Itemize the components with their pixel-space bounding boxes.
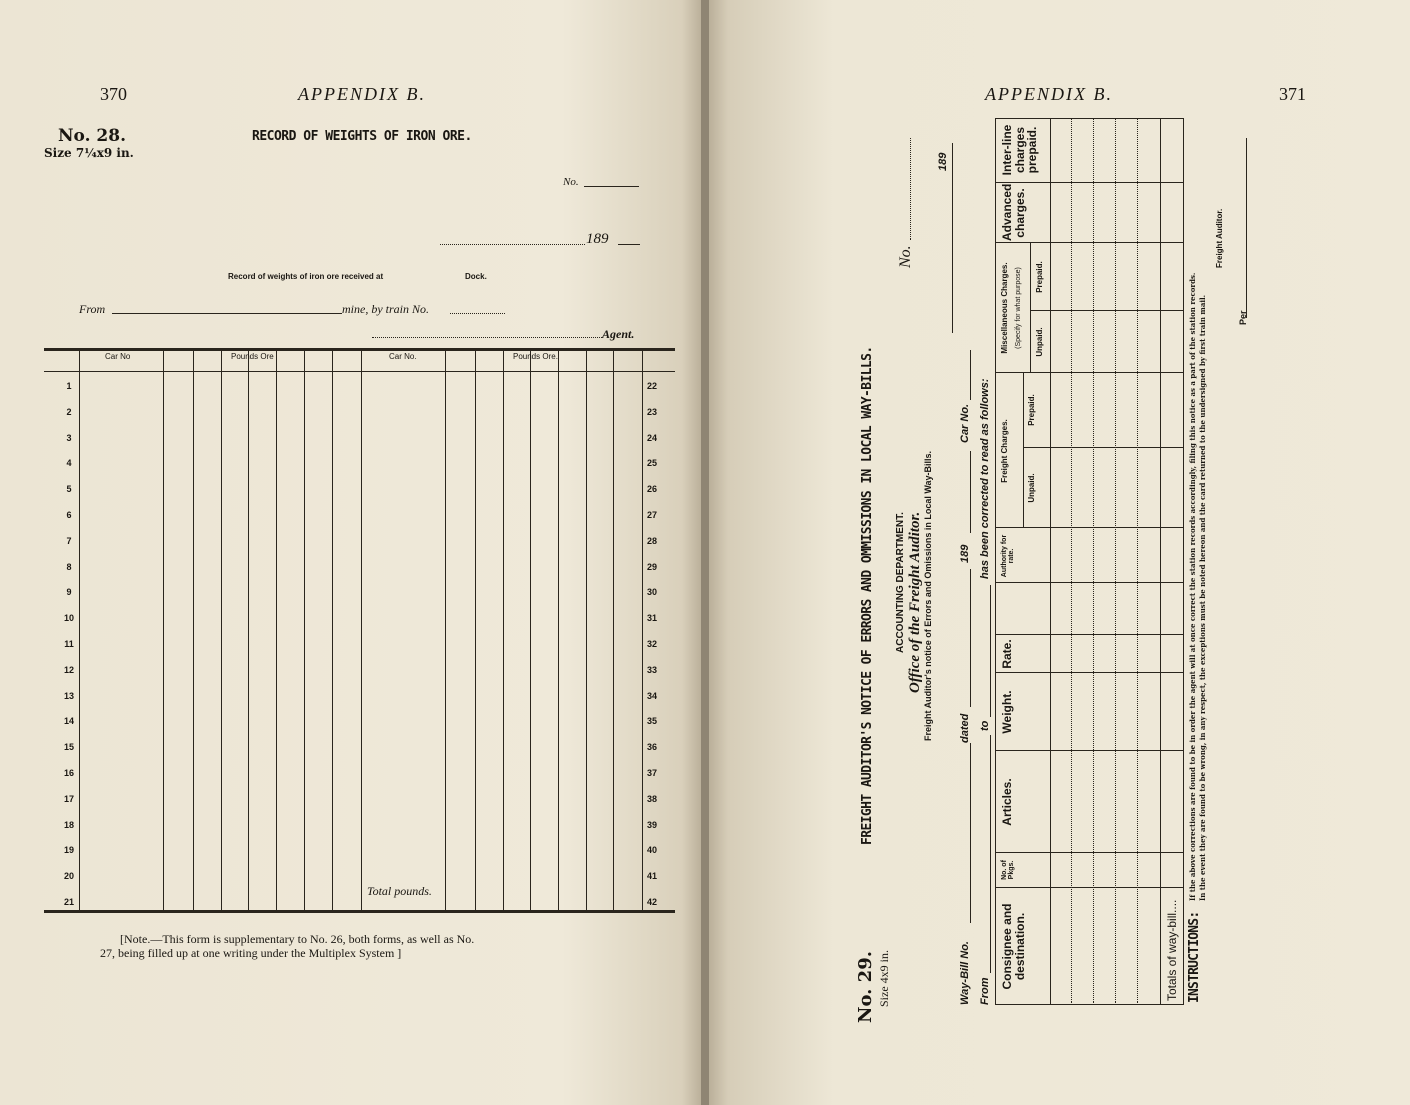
col-rule — [995, 750, 1183, 751]
col-rule — [995, 582, 1183, 583]
from-line-29 — [990, 735, 991, 973]
row-number-left: 2 — [66, 406, 72, 417]
row-number-right: 42 — [647, 897, 658, 907]
header-rule — [1050, 118, 1051, 1005]
col-rule — [1023, 447, 1183, 448]
row-number-left: 8 — [66, 561, 72, 572]
col-rule — [586, 348, 587, 913]
row-number-left: 10 — [63, 613, 74, 624]
col-rule — [995, 852, 1183, 853]
row-number-right: 23 — [647, 406, 658, 417]
no-line — [584, 186, 639, 187]
per-label: Per — [1238, 310, 1248, 325]
col-consignee: Consignee and destination. — [1000, 903, 1027, 990]
office-title: Office of the Freight Auditor. — [907, 511, 923, 693]
col-rule — [304, 348, 305, 913]
waybill-label: Way-Bill No. — [959, 941, 971, 1005]
train-line — [450, 313, 505, 314]
form-title-28: RECORD OF WEIGHTS OF IRON ORE. — [252, 129, 472, 144]
table-top-rule — [995, 118, 996, 1005]
form-number-29: No. 29. — [855, 951, 876, 1023]
row-number-right: 35 — [647, 716, 658, 727]
form-size-28: Size 7¼x9 in. — [44, 146, 134, 160]
instructions-head: INSTRUCTIONS: — [1187, 911, 1202, 1003]
row-number-right: 32 — [647, 639, 658, 649]
entry-row — [1115, 119, 1116, 1003]
row-number-left: 20 — [63, 871, 74, 882]
form-29-rotated — [855, 118, 1224, 1023]
errors-table — [995, 118, 1183, 1005]
col-misc: Miscellaneous Charges. — [1000, 262, 1009, 354]
table-header-rule — [44, 371, 675, 372]
mine-train-label: mine, by train No. — [342, 302, 429, 316]
date-year: 189 — [586, 231, 609, 247]
total-pounds-label: Total pounds. — [367, 884, 432, 898]
year2-label: 189 — [959, 544, 971, 563]
row-number-right: 34 — [647, 690, 658, 701]
row-number-right: 36 — [647, 742, 658, 753]
dated-label: dated — [959, 713, 971, 743]
row-number-right: 41 — [647, 871, 658, 882]
row-number-right: 27 — [647, 510, 658, 520]
row-number-left: 16 — [63, 768, 74, 778]
from-label: From — [79, 302, 106, 316]
row-number-right: 26 — [647, 484, 658, 495]
col-rule — [613, 348, 614, 913]
col-authority: Authority for rate. — [1001, 534, 1016, 578]
row-number-right: 40 — [647, 845, 658, 856]
dock-label: Dock. — [465, 272, 487, 281]
row-number-left: 18 — [63, 819, 74, 830]
dated-line — [970, 569, 971, 707]
agent-label: Agent. — [602, 327, 635, 341]
header-car-no-1: Car No — [105, 352, 131, 361]
col-rule — [642, 348, 643, 913]
notice-line: Freight Auditor's notice of Errors and Omissions in Local Way-Bills. — [923, 450, 933, 741]
misc-prepaid: Prepaid. — [1035, 261, 1044, 293]
row-number-left: 3 — [66, 432, 72, 443]
entry-row — [1137, 119, 1138, 1003]
row-number-left: 14 — [63, 716, 74, 727]
instructions-line-1: If the above corrections are found to be in order the agent will at once correct the station records accordingly, filing this notice as a part of the station records. — [1188, 272, 1197, 901]
row-number-right: 25 — [647, 458, 658, 469]
car-line — [970, 451, 971, 533]
book-gutter — [701, 0, 709, 1105]
form-title-29: FREIGHT AUDITOR'S NOTICE OF ERRORS AND OMMISSIONS IN LOCAL WAY-BILLS. — [860, 346, 875, 845]
col-interline: Inter-line charges prepaid. — [1000, 124, 1040, 176]
misc-sub-rule — [1030, 243, 1031, 373]
col-rule — [163, 348, 164, 913]
to-label: to — [979, 720, 991, 731]
col-rule — [475, 348, 476, 913]
row-number-left: 12 — [63, 664, 74, 675]
col-articles: Articles. — [1000, 778, 1014, 826]
row-number-left: 7 — [66, 535, 72, 546]
date-year-29: 189 — [937, 152, 949, 171]
row-number-left: 1 — [66, 381, 72, 391]
row-number-left: 15 — [63, 742, 74, 753]
col-rule — [193, 348, 194, 913]
row-number-left: 13 — [63, 690, 74, 701]
freight-unpaid: Unpaid. — [1027, 473, 1036, 503]
no-label: No. — [563, 176, 579, 188]
col-rule — [1030, 310, 1183, 311]
ore-weights-table — [44, 348, 675, 913]
row-number-right: 38 — [647, 793, 658, 804]
col-freight: Freight Charges. — [1000, 419, 1009, 483]
col-advanced: Advanced charges. — [1000, 183, 1027, 241]
row-number-left: 21 — [63, 897, 74, 907]
col-rule — [995, 887, 1183, 888]
row-number-right: 30 — [647, 587, 658, 598]
page-number-right: 371 — [1279, 84, 1306, 104]
no-line-29 — [910, 138, 911, 240]
date-line-29 — [952, 143, 953, 333]
col-rule — [995, 672, 1183, 673]
col-rule — [361, 348, 362, 913]
misc-unpaid: Unpaid. — [1035, 327, 1044, 357]
totals-label: Totals of way-bill.... — [1165, 899, 1179, 1001]
note-line-1: [Note.—This form is supplementary to No. 26, both forms, as well as No. — [120, 932, 475, 946]
row-number-left: 5 — [66, 484, 72, 495]
col-rule — [995, 242, 1183, 243]
freight-auditor-title: Freight Auditor. — [1215, 208, 1224, 268]
col-rule — [248, 348, 249, 913]
row-number-left: 19 — [63, 845, 74, 856]
header-car-no-2: Car No. — [389, 352, 417, 361]
row-number-left: 9 — [66, 587, 72, 598]
to-line — [990, 585, 991, 717]
from-label-29: From — [979, 977, 991, 1005]
col-rule — [276, 348, 277, 913]
entry-row — [1071, 119, 1072, 1003]
col-rate: Rate. — [1000, 639, 1014, 669]
col-rule — [995, 634, 1183, 635]
running-head-left: APPENDIX B. — [298, 84, 426, 104]
col-rule — [530, 348, 531, 913]
totals-rule — [1160, 118, 1161, 1005]
instructions-line-2: In the event they are found to be wrong, in any respect, the exceptions must be noted hereon and the card returned to the undersigned by first train mail. — [1198, 294, 1207, 901]
col-rule — [558, 348, 559, 913]
freight-prepaid: Prepaid. — [1027, 394, 1036, 426]
department: ACCOUNTING DEPARTMENT. — [895, 512, 906, 653]
car-no-label: Car No. — [959, 403, 971, 443]
col-rule — [995, 182, 1183, 183]
note-line-2: 27, being filled up at one writing under the Multiplex System ] — [100, 946, 402, 960]
freight-sub-rule — [1023, 373, 1024, 528]
col-rule — [221, 348, 222, 913]
col-rule — [445, 348, 446, 913]
agent-line — [372, 337, 602, 338]
row-number-right: 39 — [647, 819, 658, 830]
col-weight: Weight. — [1000, 690, 1014, 734]
from-line — [112, 313, 342, 314]
running-head-right: APPENDIX B. — [985, 84, 1113, 104]
col-pkgs: No. of Pkgs. — [1001, 860, 1016, 880]
no-label-29: No. — [897, 245, 914, 268]
row-number-right: 37 — [647, 768, 658, 778]
entry-row — [1093, 119, 1094, 1003]
car-no-line — [970, 350, 971, 400]
date-line — [440, 244, 585, 245]
header-pounds-ore-1: Pounds Ore — [231, 352, 274, 361]
form-number-28: No. 28. — [58, 126, 126, 146]
row-number-right: 33 — [647, 664, 658, 675]
table-bottom-rule — [1183, 118, 1184, 1005]
row-number-right: 22 — [647, 381, 658, 391]
row-number-left: 6 — [66, 510, 72, 520]
col-rule — [332, 348, 333, 913]
row-number-left: 17 — [63, 793, 74, 804]
row-number-right: 24 — [647, 432, 658, 443]
waybill-line — [970, 743, 971, 923]
row-number-left: 11 — [64, 639, 74, 649]
corrected-label: has been corrected to read as follows: — [979, 378, 991, 579]
date-line-end — [618, 244, 640, 245]
col-rule — [503, 348, 504, 913]
received-label: Record of weights of iron ore received at — [228, 272, 384, 281]
form-size-29: Size 4x9 in. — [877, 950, 891, 1007]
row-number-right: 28 — [647, 535, 658, 546]
row-number-right: 31 — [647, 613, 658, 624]
row-number-left: 4 — [66, 458, 72, 469]
row-number-right: 29 — [647, 561, 658, 572]
signature-line — [1246, 138, 1247, 318]
misc-specify: (Specify for what purpose) — [1015, 267, 1022, 349]
form-29-wrapper — [855, 118, 1224, 1023]
header-pounds-ore-2: Pounds Ore. — [513, 352, 558, 361]
page-number-left: 370 — [100, 84, 127, 104]
